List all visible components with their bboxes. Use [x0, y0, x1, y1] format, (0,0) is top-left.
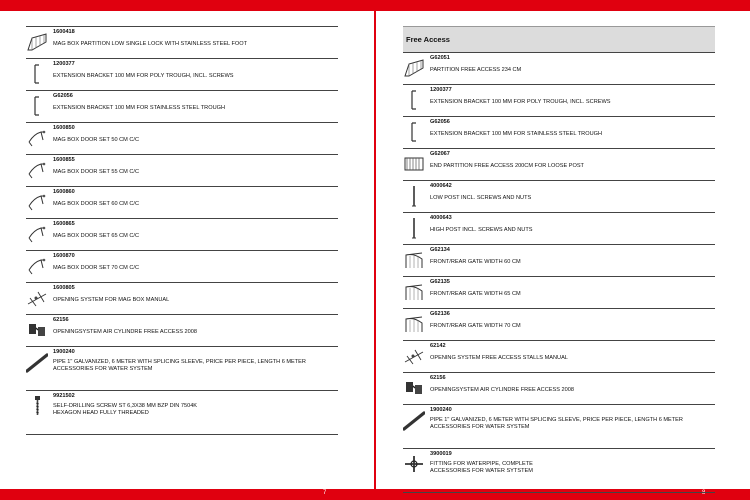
- product-code: 1600418: [53, 29, 75, 35]
- door-set-icon: [26, 222, 48, 246]
- product-description: OPENING SYSTEM FREE ACCESS STALLS MANUAL: [430, 354, 568, 361]
- door-set-icon: [26, 190, 48, 214]
- product-item: [26, 390, 338, 435]
- product-description: FRONT/REAR GATE WIDTH 70 CM: [430, 322, 521, 329]
- product-description: ACCESSORIES FOR WATER SYSTEM: [430, 424, 530, 431]
- product-description: MAG BOX DOOR SET 60 CM C/C: [53, 200, 139, 207]
- product-description: SELF-DRILLING SCREW ST 6,3X38 MM BZP DIN 7504K: [53, 402, 198, 409]
- product-code: 1600850: [53, 125, 75, 131]
- product-description: OPENINGSYSTEM AIR CYLINDRE FREE ACCESS 2008: [53, 328, 197, 335]
- product-item: [26, 314, 338, 346]
- product-description: LOW POST INCL. SCREWS AND NUTS: [430, 194, 532, 201]
- product-code: G62134: [430, 247, 450, 253]
- product-code: 62156: [430, 375, 446, 381]
- product-item: [403, 308, 715, 340]
- product-code: 1600805: [53, 285, 75, 291]
- product-description: ACCESSORIES FOR WATER SYTSTEM: [430, 468, 533, 475]
- product-description: MAG BOX DOOR SET 70 CM C/C: [53, 264, 139, 271]
- product-description: FITTING FOR WATERPIPE, COMPLETE: [430, 460, 533, 467]
- product-code: 1600860: [53, 189, 75, 195]
- product-item: [403, 404, 715, 448]
- door-set-icon: [26, 126, 48, 150]
- product-item: [403, 372, 715, 404]
- page-number-left: 7: [323, 490, 327, 496]
- product-code: G62136: [430, 311, 450, 317]
- product-code: 62142: [430, 343, 446, 349]
- partition-icon: [26, 30, 48, 54]
- product-description: END PARTITION FREE ACCESS 200CM FOR LOOSE POST: [430, 162, 584, 169]
- product-item: [403, 84, 715, 116]
- door-set-icon: [26, 254, 48, 278]
- product-item: [403, 180, 715, 212]
- page-gutter: [374, 0, 376, 500]
- product-description: EXTENSION BRACKET 100 MM FOR STAINLESS STEEL TROUGH: [430, 130, 602, 137]
- product-item: [26, 282, 338, 314]
- product-code: G62051: [430, 55, 450, 61]
- product-description: PIPE 1" GALVANIZED, 6 METER WITH SPLICING SLEEVE, PRICE PER PIECE, LENGTH 6 METER: [430, 416, 683, 423]
- product-item: [403, 148, 715, 180]
- opening-system-icon: [26, 286, 48, 310]
- product-description: MAG BOX DOOR SET 65 CM C/C: [53, 232, 139, 239]
- pipe-icon: [26, 350, 48, 374]
- gate-icon: [403, 280, 425, 304]
- product-item: [26, 122, 338, 154]
- product-description: HEXAGON HEAD FULLY THREADED: [53, 410, 149, 417]
- product-code: 1600855: [53, 157, 75, 163]
- product-item: [26, 26, 338, 58]
- product-code: 1200377: [53, 61, 75, 67]
- pipe-icon: [403, 408, 425, 432]
- product-description: EXTENSION BRACKET 100 MM FOR STAINLESS STEEL TROUGH: [53, 104, 225, 111]
- product-description: MAG BOX DOOR SET 55 CM C/C: [53, 168, 139, 175]
- product-item: [26, 154, 338, 186]
- door-set-icon: [26, 158, 48, 182]
- right-page: [403, 26, 715, 493]
- post-icon: [403, 184, 425, 208]
- post-icon: [403, 216, 425, 240]
- product-description: EXTENSION BRACKET 100 MM FOR POLY TROUGH, INCL. SCREWS: [53, 72, 234, 79]
- product-item: [26, 58, 338, 90]
- product-item: [403, 116, 715, 148]
- air-cylinder-icon: [26, 318, 48, 342]
- product-item: [403, 448, 715, 493]
- product-item: [403, 276, 715, 308]
- product-code: G62135: [430, 279, 450, 285]
- product-code: G62056: [430, 119, 450, 125]
- product-code: 9921502: [53, 393, 75, 399]
- bracket-icon: [403, 88, 425, 112]
- product-item: [403, 244, 715, 276]
- product-item: [403, 212, 715, 244]
- left-page: [26, 26, 338, 435]
- product-item: [26, 250, 338, 282]
- product-item: [403, 52, 715, 84]
- product-item: [26, 346, 338, 390]
- product-description: MAG BOX DOOR SET 50 CM C/C: [53, 136, 139, 143]
- bracket-icon: [403, 120, 425, 144]
- product-description: EXTENSION BRACKET 100 MM FOR POLY TROUGH, INCL. SCREWS: [430, 98, 611, 105]
- product-item: [26, 186, 338, 218]
- end-partition-icon: [403, 152, 425, 176]
- product-code: G62067: [430, 151, 450, 157]
- product-description: HIGH POST INCL. SCREWS AND NUTS: [430, 226, 533, 233]
- product-code: 1900240: [53, 349, 75, 355]
- product-code: 62156: [53, 317, 69, 323]
- product-code: 4000643: [430, 215, 452, 221]
- screw-icon: [26, 394, 48, 418]
- product-code: 3900019: [430, 451, 452, 457]
- product-code: G62056: [53, 93, 73, 99]
- product-description: OPENINGSYSTEM AIR CYLINDRE FREE ACCESS 2008: [430, 386, 574, 393]
- product-code: 1200377: [430, 87, 452, 93]
- product-description: MAG BOX PARTITION LOW SINGLE LOCK WITH STAINLESS STEEL FOOT: [53, 40, 248, 47]
- product-description: FRONT/REAR GATE WIDTH 60 CM: [430, 258, 521, 265]
- bracket-icon: [26, 94, 48, 118]
- gate-icon: [403, 248, 425, 272]
- product-description: ACCESSORIES FOR WATER SYSTEM: [53, 366, 153, 373]
- product-item: [26, 90, 338, 122]
- product-code: 1600870: [53, 253, 75, 259]
- air-cylinder-icon: [403, 376, 425, 400]
- page-number-right: 8: [702, 490, 706, 496]
- gate-icon: [403, 312, 425, 336]
- product-description: PARTITION FREE ACCESS 234 CM: [430, 66, 522, 73]
- fitting-icon: [403, 452, 425, 476]
- product-code: 1900240: [430, 407, 452, 413]
- product-item: [403, 340, 715, 372]
- product-description: PIPE 1" GALVANIZED, 6 METER WITH SPLICING SLEEVE, PRICE PER PIECE, LENGTH 6 METER: [53, 358, 306, 365]
- bracket-icon: [26, 62, 48, 86]
- product-item: [26, 218, 338, 250]
- section-header: Free Access: [403, 26, 715, 52]
- opening-system-icon: [403, 344, 425, 368]
- product-code: 4000642: [430, 183, 452, 189]
- product-code: 1600865: [53, 221, 75, 227]
- partition-icon: [403, 56, 425, 80]
- product-description: FRONT/REAR GATE WIDTH 65 CM: [430, 290, 521, 297]
- product-description: OPENING SYSTEM FOR MAG BOX MANUAL: [53, 296, 170, 303]
